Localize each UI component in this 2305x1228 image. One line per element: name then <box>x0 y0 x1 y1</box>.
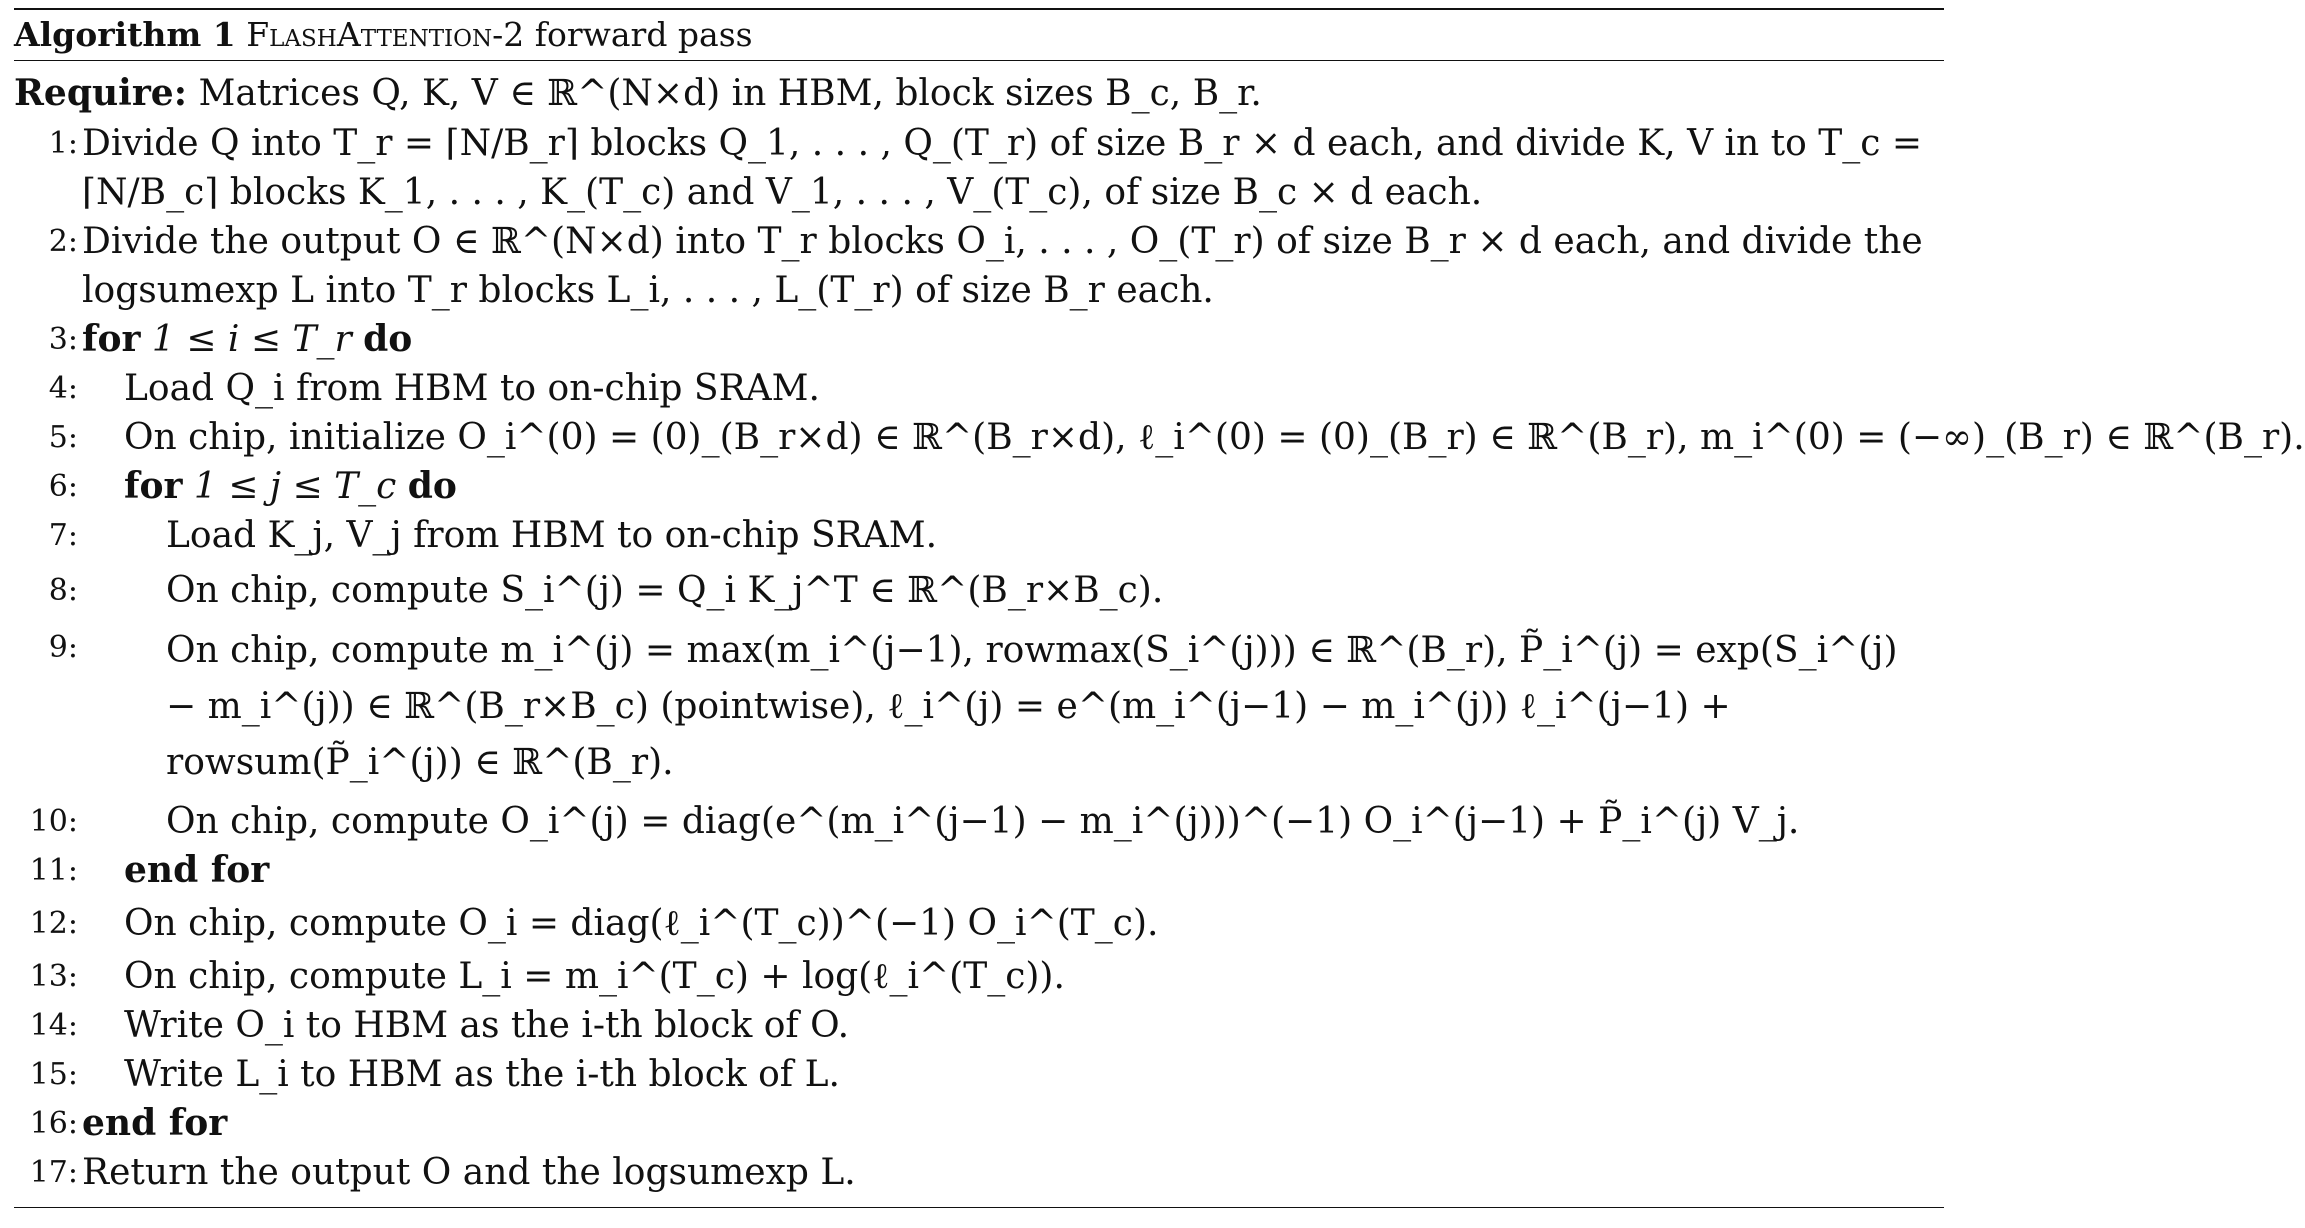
algorithm-line <box>14 952 1944 1001</box>
line-number: 5: <box>48 420 78 455</box>
bottom-rule <box>14 1207 1944 1208</box>
line-number: 1: <box>48 126 78 161</box>
algorithm-line <box>14 1148 1944 1197</box>
line-text: On chip, compute m_i^(j) = max(m_i^(j−1), rowmax(S_i^(j))) ∈ ℝ^(B_r), P̃_i^(j) = exp(S_i^(j) − m_i^(j)) ∈ ℝ^(B_r×B_c) (pointwise), ℓ_i^(j) = e^(m_i^(j−1) − m_i^(j)) ℓ_i^(j−1) + rowsum(P̃_i^(j)) ∈ ℝ^(B_r). <box>166 630 1898 783</box>
algorithm-line <box>14 899 1944 948</box>
for-keyword: for <box>82 318 141 360</box>
algorithm-line <box>14 846 1944 895</box>
algorithm-line <box>14 797 1944 846</box>
line-text: Divide Q into T_r = ⌈N/B_r⌉ blocks Q_1, . . . , Q_(T_r) of size B_r × d each, and divide K, V in to T_c = ⌈N/B_c⌉ blocks K_1, . . . , K_(T_c) and V_1, . . . , V_(T_c), of size B_c × d each. <box>82 123 1923 213</box>
line-text: Write O_i to HBM as the i-th block of O. <box>124 1005 850 1046</box>
algorithm-line <box>14 623 1944 791</box>
line-number: 15: <box>29 1057 78 1092</box>
line-number: 12: <box>29 906 78 941</box>
for-keyword: for <box>124 465 183 507</box>
line-text: On chip, compute L_i = m_i^(T_c) + log(ℓ_i^(T_c)). <box>124 956 1065 997</box>
loop-range: 1 ≤ j ≤ T_c <box>193 466 397 507</box>
line-number: 11: <box>29 853 78 888</box>
algorithm-line <box>14 217 1944 315</box>
line-number: 3: <box>48 322 78 357</box>
algorithm-caption <box>14 10 1944 60</box>
line-text: On chip, initialize O_i^(0) = (0)_(B_r×d) ∈ ℝ^(B_r×d), ℓ_i^(0) = (0)_(B_r) ∈ ℝ^(B_r), m_i^(0) = (−∞)_(B_r) ∈ ℝ^(B_r). <box>124 417 2305 458</box>
line-text: Divide the output O ∈ ℝ^(N×d) into T_r blocks O_i, . . . , O_(T_r) of size B_r × d each, and divide the logsumexp L into T_r blocks L_i, . . . , L_(T_r) of size B_r each. <box>82 221 1923 311</box>
do-keyword: do <box>407 465 457 507</box>
line-number: 2: <box>48 224 78 259</box>
algorithm-title-rest: -2 forward pass <box>492 15 753 54</box>
algorithm-line <box>14 1099 1944 1148</box>
line-number: 10: <box>29 804 78 839</box>
line-number: 4: <box>48 371 78 406</box>
line-text: Return the output O and the logsumexp L. <box>82 1152 856 1193</box>
algorithm-body <box>14 61 2305 1197</box>
line-number: 13: <box>29 959 78 994</box>
algorithm-line <box>14 315 1944 364</box>
line-text: On chip, compute O_i^(j) = diag(e^(m_i^(j−1) − m_i^(j)))^(−1) O_i^(j−1) + P̃_i^(j) V_j. <box>166 801 1800 842</box>
algorithm-label: Algorithm 1 <box>14 15 236 54</box>
require-keyword: Require: <box>14 72 188 114</box>
algorithm-line <box>14 1050 1944 1099</box>
line-number: 17: <box>29 1155 78 1190</box>
do-keyword: do <box>363 318 413 360</box>
line-text: On chip, compute O_i = diag(ℓ_i^(T_c))^(−1) O_i^(T_c). <box>124 903 1159 944</box>
algorithm-line <box>14 119 1944 217</box>
algorithm-line <box>14 1001 1944 1050</box>
loop-range: 1 ≤ i ≤ T_r <box>151 319 352 360</box>
algorithm-line <box>14 511 1944 560</box>
line-number: 14: <box>29 1008 78 1043</box>
algorithm-block <box>14 8 2305 1208</box>
line-number: 6: <box>48 469 78 504</box>
algorithm-line <box>14 413 2305 462</box>
line-text: On chip, compute S_i^(j) = Q_i K_j^T ∈ ℝ^(B_r×B_c). <box>166 570 1164 611</box>
line-number: 7: <box>48 518 78 553</box>
line-text: Load K_j, V_j from HBM to on-chip SRAM. <box>166 515 938 556</box>
line-text: Load Q_i from HBM to on-chip SRAM. <box>124 368 820 409</box>
line-number: 16: <box>29 1106 78 1141</box>
require-text: Matrices Q, K, V ∈ ℝ^(N×d) in HBM, block sizes B_c, B_r. <box>198 73 1262 114</box>
line-text: Write L_i to HBM as the i-th block of L. <box>124 1054 840 1095</box>
algorithm-line <box>14 364 1944 413</box>
algorithm-title-smallcaps: FlashAttention <box>246 15 493 54</box>
line-number: 8: <box>48 573 78 608</box>
end-for-keyword: end for <box>124 849 270 891</box>
algorithm-line <box>14 566 1944 615</box>
end-for-keyword: end for <box>82 1102 228 1144</box>
require-line <box>14 67 1944 119</box>
algorithm-line <box>14 462 1944 511</box>
line-number: 9: <box>48 630 78 665</box>
